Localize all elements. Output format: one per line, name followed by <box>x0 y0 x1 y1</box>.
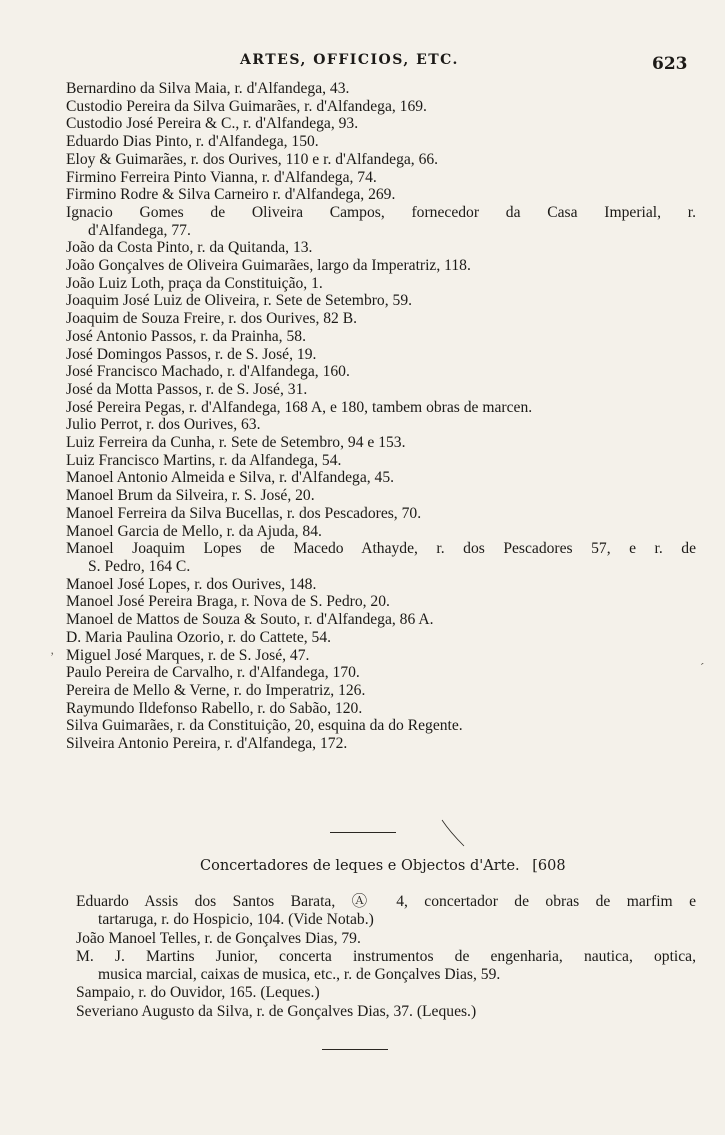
entry-eduardo-assis-line2: tartaruga, r. do Hospicio, 104. (Vide Notab.) <box>98 911 374 929</box>
entry-pereira-mello: Pereira de Mello & Verne, r. do Imperatriz, 126. <box>66 681 366 699</box>
entry-eduardo-assis-line1: Eduardo Assis dos Santos Barata, Ⓐ 4, concertador de obras de marfim e <box>76 893 696 910</box>
entry-jose-pegas: José Pereira Pegas, r. d'Alfandega, 168 A, e 180, tambem obras de marcen. <box>66 398 533 416</box>
entry-ignacio-line1: Ignacio Gomes de Oliveira Campos, fornecedor da Casa Imperial, r. <box>66 203 696 221</box>
entry-maria-paulina: D. Maria Paulina Ozorio, r. do Cattete, 54. <box>66 628 332 646</box>
entry-jose-motta: José da Motta Passos, r. de S. José, 31. <box>66 380 308 398</box>
entry-manoel-garcia: Manoel Garcia de Mello, r. da Ajuda, 84. <box>66 522 322 540</box>
entry-manoel-joaquim-line1: Manoel Joaquim Lopes de Macedo Athayde, r. dos Pescadores 57, e r. de <box>66 540 696 558</box>
entry-joao-telles: João Manoel Telles, r. de Gonçalves Dias, 79. <box>76 929 361 947</box>
entry-joao-loth: João Luiz Loth, praça da Constituição, 1. <box>66 274 323 292</box>
entry-jose-domingos: José Domingos Passos, r. de S. José, 19. <box>66 345 317 363</box>
entry-jose-francisco: José Francisco Machado, r. d'Alfandega, 160. <box>66 363 350 381</box>
entry-manoel-jose-lopes: Manoel José Lopes, r. dos Ourives, 148. <box>66 575 317 593</box>
entry-julio-perrot: Julio Perrot, r. dos Ourives, 63. <box>66 416 261 434</box>
margin-speck: ‚ <box>50 642 55 657</box>
running-title: ARTES, OFFICIOS, ETC. <box>240 52 459 68</box>
entry-eduardo-dias: Eduardo Dias Pinto, r. d'Alfandega, 150. <box>66 133 319 151</box>
entry-raymundo: Raymundo Ildefonso Rabello, r. do Sabão, 120. <box>66 699 363 717</box>
entry-silveira-antonio: Silveira Antonio Pereira, r. d'Alfandega, 172. <box>66 735 348 753</box>
pen-stroke-mark <box>440 818 466 848</box>
entry-severiano: Severiano Augusto da Silva, r. de Gonçalves Dias, 37. (Leques.) <box>76 1002 477 1020</box>
entry-joao-goncalves: João Gonçalves de Oliveira Guimarães, largo da Imperatriz, 118. <box>66 257 471 275</box>
section-heading <box>200 858 566 874</box>
entry-silva-guimaraes: Silva Guimarães, r. da Constituição, 20, esquina da do Regente. <box>66 717 463 735</box>
entry-paulo-pereira: Paulo Pereira de Carvalho, r. d'Alfandega, 170. <box>66 664 360 682</box>
margin-speck: ˊ <box>700 660 705 675</box>
entry-list <box>66 80 696 753</box>
entry-manoel-antonio: Manoel Antonio Almeida e Silva, r. d'Alfandega, 45. <box>66 469 395 487</box>
entry-manoel-ferreira: Manoel Ferreira da Silva Bucellas, r. dos Pescadores, 70. <box>66 504 422 522</box>
entry-luiz-francisco: Luiz Francisco Martins, r. da Alfandega, 54. <box>66 451 342 469</box>
entry-custodio-pereira: Custodio Pereira da Silva Guimarães, r. d'Alfandega, 169. <box>66 97 427 115</box>
entry-martins-junior-line1: M. J. Martins Junior, concerta instrumentos de engenharia, nautica, optica, <box>76 947 696 965</box>
section-heading-title: Concertadores de leques e Objectos d'Arte. <box>200 858 520 874</box>
entry-custodio-jose: Custodio José Pereira & C., r. d'Alfandega, 93. <box>66 115 359 133</box>
entry-ignacio-line2: d'Alfandega, 77. <box>88 221 191 239</box>
entry-luiz-ferreira: Luiz Ferreira da Cunha, r. Sete de Setembro, 94 e 153. <box>66 434 406 452</box>
entry-firmino-rodre: Firmino Rodre & Silva Carneiro r. d'Alfandega, 269. <box>66 186 396 204</box>
entry-manoel-jose-braga: Manoel José Pereira Braga, r. Nova de S. Pedro, 20. <box>66 593 390 611</box>
entry-firmino-ferreira: Firmino Ferreira Pinto Vianna, r. d'Alfandega, 74. <box>66 168 377 186</box>
entry-bernardino: Bernardino da Silva Maia, r. d'Alfandega, 43. <box>66 80 350 97</box>
entry-joaquim-freire: Joaquim de Souza Freire, r. dos Ourives, 82 B. <box>66 310 358 328</box>
entry-manoel-brum: Manoel Brum da Silveira, r. S. José, 20. <box>66 487 315 505</box>
section-divider-top <box>330 832 396 833</box>
section-divider-bottom <box>322 1049 388 1050</box>
entry-sampaio: Sampaio, r. do Ouvidor, 165. (Leques.) <box>76 984 320 1002</box>
entry-joaquim-luiz: Joaquim José Luiz de Oliveira, r. Sete de Setembro, 59. <box>66 292 413 310</box>
entry-manoel-joaquim-line2: S. Pedro, 164 C. <box>88 557 191 575</box>
section-heading-reference: [608 <box>532 858 566 874</box>
entry-manoel-mattos: Manoel de Mattos de Souza & Souto, r. d'Alfandega, 86 A. <box>66 611 434 629</box>
entry-jose-antonio: José Antonio Passos, r. da Prainha, 58. <box>66 327 306 345</box>
entry-martins-junior-line2: musica marcial, caixas de musica, etc., r. de Gonçalves Dias, 59. <box>98 966 501 984</box>
page-header <box>0 52 725 80</box>
entry-miguel-jose: Miguel José Marques, r. de S. José, 47. <box>66 646 310 664</box>
section-entry-list <box>76 893 696 1021</box>
entry-eloy: Eloy & Guimarães, r. dos Ourives, 110 e r. d'Alfandega, 66. <box>66 150 439 168</box>
entry-joao-costa: João da Costa Pinto, r. da Quitanda, 13. <box>66 239 313 257</box>
page-number: 623 <box>652 54 688 74</box>
